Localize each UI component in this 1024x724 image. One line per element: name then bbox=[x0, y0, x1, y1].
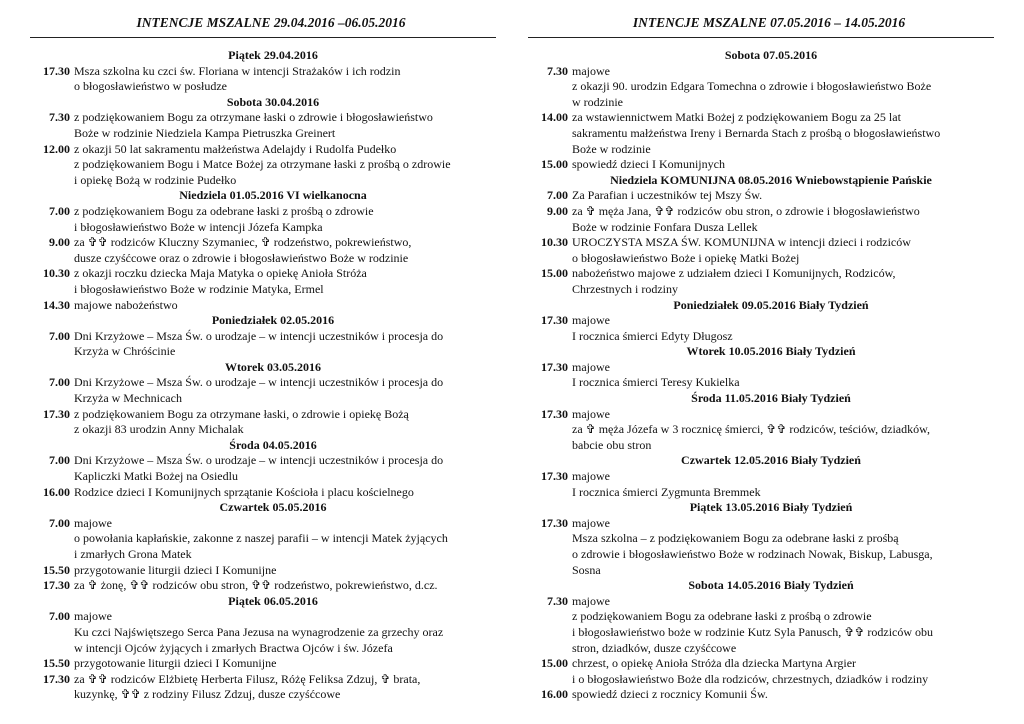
intention-line: w intencji Ojców żyjących i zmarłych Bractwa Ojców i św. Józefa bbox=[74, 640, 393, 655]
mass-intention-entry bbox=[528, 266, 994, 297]
mass-time: 7.00 bbox=[49, 515, 70, 530]
mass-time: 17.30 bbox=[541, 469, 568, 484]
mass-intention-entry bbox=[528, 157, 994, 173]
intention-text bbox=[568, 469, 994, 500]
day-heading: Środa 11.05.2016 Biały Tydzień bbox=[691, 391, 851, 406]
intention-text bbox=[568, 266, 994, 297]
intention-text bbox=[568, 235, 994, 266]
intention-line: nabożeństwo majowe z udziałem dzieci I Komunijnych, Rodziców, bbox=[572, 266, 896, 281]
mass-time: 16.00 bbox=[43, 484, 70, 499]
intention-line: stron, dziadków, dusze czyśćcowe bbox=[572, 640, 737, 655]
intention-line: z okazji 83 urodzin Anny Michalak bbox=[74, 422, 244, 437]
intention-line: przygotowanie liturgii dzieci I Komunijne bbox=[74, 562, 277, 577]
right-column bbox=[528, 14, 994, 703]
mass-time: 7.00 bbox=[49, 328, 70, 343]
intention-line: za ✞✞ rodziców Kluczny Szymaniec, ✞ rodzeństwo, pokrewieństwo, bbox=[74, 235, 412, 250]
mass-intention-entry bbox=[30, 563, 496, 579]
day-heading: Poniedziałek 02.05.2016 bbox=[211, 313, 335, 328]
mass-time: 17.30 bbox=[541, 406, 568, 421]
mass-time: 15.00 bbox=[541, 266, 568, 281]
mass-time: 7.30 bbox=[547, 593, 568, 608]
intention-text bbox=[70, 516, 496, 563]
intention-text bbox=[568, 656, 994, 687]
intention-text bbox=[70, 110, 496, 141]
right-column-title: INTENCJE MSZALNE 07.05.2016 – 14.05.2016 bbox=[632, 15, 906, 30]
intention-text bbox=[568, 687, 994, 703]
intention-line: Dni Krzyżowe – Msza Św. o urodzaje – w intencji uczestników i procesja do bbox=[74, 453, 444, 468]
day-heading: Niedziela 01.05.2016 VI wielkanocna bbox=[179, 188, 367, 203]
mass-intention-entry bbox=[528, 204, 994, 235]
day-heading: Sobota 30.04.2016 bbox=[226, 94, 320, 109]
day-heading: Piątek 06.05.2016 bbox=[228, 593, 318, 608]
intention-line: chrzest, o opiekę Anioła Stróża dla dziecka Martyna Argier bbox=[572, 656, 857, 671]
intention-text bbox=[70, 578, 496, 594]
intention-line: I rocznica śmierci Teresy Kukielka bbox=[572, 375, 740, 390]
day-heading: Środa 04.05.2016 bbox=[229, 437, 317, 452]
intention-line: majowe bbox=[572, 406, 610, 421]
mass-time: 12.00 bbox=[43, 141, 70, 156]
mass-time: 16.00 bbox=[541, 687, 568, 702]
day-heading: Wtorek 03.05.2016 bbox=[224, 359, 322, 374]
intention-line: Rodzice dzieci I Komunijnych sprzątanie Kościoła i placu kościelnego bbox=[74, 484, 414, 499]
mass-intention-entry bbox=[30, 609, 496, 656]
intention-line: spowiedź dzieci I Komunijnych bbox=[572, 157, 725, 172]
intention-text bbox=[70, 329, 496, 360]
intention-line: za ✞ męża Jana, ✞✞ rodziców obu stron, o zdrowie i błogosławieństwo bbox=[572, 203, 920, 218]
mass-intention-entry bbox=[30, 142, 496, 189]
intention-line: Boże w rodzinie Fonfara Dusza Lellek bbox=[572, 219, 758, 234]
mass-time: 7.30 bbox=[547, 63, 568, 78]
mass-intention-entry bbox=[528, 64, 994, 111]
intention-line: Msza szkolna ku czci św. Floriana w intencji Strażaków i ich rodzin bbox=[74, 63, 401, 78]
intention-line: majowe bbox=[572, 515, 610, 530]
mass-time: 7.00 bbox=[49, 609, 70, 624]
day-heading: Sobota 14.05.2016 Biały Tydzień bbox=[688, 578, 854, 593]
mass-time: 10.30 bbox=[43, 266, 70, 281]
intention-line: majowe bbox=[572, 313, 610, 328]
day-heading: Czwartek 12.05.2016 Biały Tydzień bbox=[681, 453, 861, 468]
mass-time: 15.00 bbox=[541, 656, 568, 671]
mass-time: 10.30 bbox=[541, 235, 568, 250]
mass-time: 9.00 bbox=[49, 235, 70, 250]
intention-line: Dni Krzyżowe – Msza Św. o urodzaje – w intencji uczestników i procesja do bbox=[74, 375, 444, 390]
day-heading: Poniedziałek 09.05.2016 Biały Tydzień bbox=[673, 297, 869, 312]
intention-text bbox=[70, 142, 496, 189]
intention-text bbox=[568, 157, 994, 173]
intention-text bbox=[70, 64, 496, 95]
intention-line: Za Parafian i uczestników tej Mszy Św. bbox=[572, 188, 763, 203]
intention-line: dusze czyśćcowe oraz o zdrowie i błogosławieństwo Boże w rodzinie bbox=[74, 250, 409, 265]
intention-line: i błogosławieństwo boże w rodzinie Kutz Syla Panusch, ✞✞ rodziców obu bbox=[572, 624, 934, 639]
mass-intention-entry bbox=[30, 453, 496, 484]
mass-intention-entry bbox=[30, 266, 496, 297]
right-title-divider bbox=[528, 37, 994, 38]
intention-text bbox=[568, 204, 994, 235]
mass-intention-entry bbox=[30, 656, 496, 672]
mass-intention-entry bbox=[528, 313, 994, 344]
mass-time: 17.30 bbox=[43, 578, 70, 593]
intention-line: Dni Krzyżowe – Msza Św. o urodzaje – w intencji uczestników i procesja do bbox=[74, 328, 444, 343]
mass-intention-entry bbox=[528, 407, 994, 454]
left-day-list bbox=[30, 48, 496, 703]
mass-intention-entry bbox=[30, 235, 496, 266]
intention-line: majowe bbox=[572, 63, 610, 78]
intention-text bbox=[70, 609, 496, 656]
intention-line: za ✞✞ rodziców Elżbietę Herberta Filusz, Różę Feliksa Zdzuj, ✞ brata, bbox=[74, 671, 421, 686]
intention-line: z podziękowaniem Bogu za otrzymane łaski o zdrowie i błogosławieństwo bbox=[74, 110, 433, 125]
intention-line: majowe nabożeństwo bbox=[74, 297, 178, 312]
left-title-divider bbox=[30, 37, 496, 38]
intention-text bbox=[568, 360, 994, 391]
intention-line: z podziękowaniem Bogu i Matce Bożej za otrzymane łaski z prośbą o zdrowie bbox=[74, 157, 451, 172]
mass-time: 14.30 bbox=[43, 297, 70, 312]
intention-line: Krzyża w Chróścinie bbox=[74, 344, 176, 359]
intention-text bbox=[568, 516, 994, 578]
intention-line: majowe bbox=[572, 359, 610, 374]
intention-text bbox=[70, 375, 496, 406]
intention-line: Boże w rodzinie bbox=[572, 141, 651, 156]
intention-text bbox=[70, 563, 496, 579]
mass-intention-entry bbox=[528, 235, 994, 266]
intention-line: I rocznica śmierci Edyty Długosz bbox=[572, 328, 733, 343]
intention-line: o powołania kapłańskie, zakonne z naszej parafii – w intencji Matek żyjących bbox=[74, 531, 448, 546]
mass-intention-entry bbox=[528, 656, 994, 687]
mass-intention-entry bbox=[30, 64, 496, 95]
mass-time: 17.30 bbox=[43, 671, 70, 686]
intention-line: Chrzestnych i rodziny bbox=[572, 281, 678, 296]
mass-intention-entry bbox=[30, 578, 496, 594]
mass-time: 7.00 bbox=[49, 453, 70, 468]
day-heading: Sobota 07.05.2016 bbox=[724, 48, 818, 62]
mass-intention-entry bbox=[30, 298, 496, 314]
mass-intention-entry bbox=[30, 204, 496, 235]
mass-intention-entry bbox=[30, 516, 496, 563]
mass-time: 14.00 bbox=[541, 110, 568, 125]
mass-intention-entry bbox=[528, 110, 994, 157]
mass-intention-entry bbox=[528, 469, 994, 500]
intention-line: z okazji 50 lat sakramentu małżeństwa Adelajdy i Rudolfa Pudełko bbox=[74, 141, 397, 156]
mass-time: 17.30 bbox=[43, 63, 70, 78]
mass-intention-entry bbox=[30, 329, 496, 360]
intention-line: Kapliczki Matki Bożej na Osiedlu bbox=[74, 469, 238, 484]
intention-text bbox=[568, 313, 994, 344]
mass-time: 17.30 bbox=[541, 515, 568, 530]
intention-line: majowe bbox=[74, 609, 112, 624]
intention-line: spowiedź dzieci z rocznicy Komunii Św. bbox=[572, 687, 768, 702]
intention-text bbox=[70, 656, 496, 672]
intention-line: za wstawiennictwem Matki Bożej z podziękowaniem Bogu za 25 lat bbox=[572, 110, 901, 125]
intention-line: w rodzinie bbox=[572, 94, 623, 109]
intention-line: Sosna bbox=[572, 562, 601, 577]
mass-intention-entry bbox=[30, 110, 496, 141]
intention-line: i opiekę Bożą w rodzinie Pudełko bbox=[74, 172, 237, 187]
intention-line: UROCZYSTA MSZA ŚW. KOMUNIJNA w intencji dzieci i rodziców bbox=[572, 235, 911, 250]
day-heading: Niedziela KOMUNIJNA 08.05.2016 Wniebowstąpienie Pańskie bbox=[610, 172, 932, 187]
intention-line: i zmarłych Grona Matek bbox=[74, 547, 192, 561]
mass-intention-entry bbox=[528, 516, 994, 578]
intention-line: z podziękowaniem Bogu za otrzymane łaski, o zdrowie i opiekę Bożą bbox=[74, 406, 409, 421]
mass-intention-entry bbox=[528, 360, 994, 391]
day-heading: Czwartek 05.05.2016 bbox=[219, 500, 327, 515]
mass-time: 7.00 bbox=[49, 375, 70, 390]
intention-line: majowe bbox=[572, 469, 610, 484]
day-heading: Piątek 13.05.2016 Biały Tydzień bbox=[689, 500, 853, 515]
intention-text bbox=[568, 188, 994, 204]
intention-line: z podziękowaniem Bogu za odebrane łaski z prośbą o zdrowie bbox=[572, 609, 872, 624]
intention-text bbox=[70, 453, 496, 484]
intention-text bbox=[70, 298, 496, 314]
mass-time: 7.00 bbox=[547, 188, 568, 203]
intention-line: o błogosławieństwo Boże i opiekę Matki Bożej bbox=[572, 250, 800, 265]
intention-line: majowe bbox=[572, 593, 610, 608]
intention-line: kuzynkę, ✞✞ z rodziny Filusz Zdzuj, dusze czyśćcowe bbox=[74, 687, 341, 702]
intention-text bbox=[70, 266, 496, 297]
mass-intention-entry bbox=[30, 485, 496, 501]
intention-line: Ku czci Najświętszego Serca Pana Jezusa na wynagrodzenie za grzechy oraz bbox=[74, 624, 444, 639]
intention-line: Krzyża w Mechnicach bbox=[74, 391, 182, 406]
mass-intention-entry bbox=[528, 687, 994, 703]
intention-text bbox=[568, 110, 994, 157]
mass-time: 17.30 bbox=[541, 313, 568, 328]
intention-line: Msza szkolna – z podziękowaniem Bogu za odebrane łaski z prośbą bbox=[572, 531, 899, 546]
mass-time: 17.30 bbox=[541, 359, 568, 374]
mass-time: 7.30 bbox=[49, 110, 70, 125]
intention-line: sakramentu małżeństwa Ireny i Bernarda Stach z prośbą o błogosławieństwo bbox=[572, 125, 941, 140]
mass-time: 7.00 bbox=[49, 203, 70, 218]
intention-text bbox=[568, 64, 994, 111]
intention-line: przygotowanie liturgii dzieci I Komunijne bbox=[74, 656, 277, 671]
mass-time: 17.30 bbox=[43, 406, 70, 421]
mass-intention-entry bbox=[30, 375, 496, 406]
intention-text bbox=[568, 594, 994, 656]
day-heading: Wtorek 10.05.2016 Biały Tydzień bbox=[686, 344, 856, 359]
intention-line: o zdrowie i błogosławieństwo Boże w rodzinach Nowak, Biskup, Labusga, bbox=[572, 547, 933, 561]
intention-line: za ✞ żonę, ✞✞ rodziców obu stron, ✞✞ rodzeństwo, pokrewieństwo, d.cz. bbox=[74, 578, 438, 593]
intention-text bbox=[70, 204, 496, 235]
intention-text bbox=[70, 485, 496, 501]
intention-text bbox=[70, 407, 496, 438]
mass-intention-entry bbox=[30, 672, 496, 703]
intention-line: i o błogosławieństwo Boże dla rodziców, chrzestnych, dziadków i rodziny bbox=[572, 671, 929, 686]
mass-time: 9.00 bbox=[547, 203, 568, 218]
mass-intention-entry bbox=[528, 594, 994, 656]
intention-line: za ✞ męża Józefa w 3 rocznicę śmierci, ✞✞ rodziców, teściów, dziadków, bbox=[572, 422, 931, 437]
day-heading: Piątek 29.04.2016 bbox=[228, 48, 318, 62]
mass-time: 15.00 bbox=[541, 157, 568, 172]
intention-text bbox=[70, 672, 496, 703]
left-column-title: INTENCJE MSZALNE 29.04.2016 –06.05.2016 bbox=[136, 15, 406, 30]
intention-line: o błogosławieństwo w posłudze bbox=[74, 79, 227, 94]
intention-line: i błogosławieństwo Boże w rodzinie Matyka, Ermel bbox=[74, 281, 324, 296]
mass-time: 15.50 bbox=[43, 656, 70, 671]
mass-time: 15.50 bbox=[43, 562, 70, 577]
intention-text bbox=[70, 235, 496, 266]
mass-intention-entry bbox=[528, 188, 994, 204]
intention-line: z okazji 90. urodzin Edgara Tomechna o zdrowie i błogosławieństwo Boże bbox=[572, 79, 932, 94]
intention-line: Boże w rodzinie Niedziela Kampa Pietruszka Greinert bbox=[74, 125, 336, 140]
mass-intention-entry bbox=[30, 407, 496, 438]
intention-line: babcie obu stron bbox=[572, 437, 652, 452]
intention-text bbox=[568, 407, 994, 454]
right-day-list bbox=[528, 48, 994, 703]
intention-line: z okazji roczku dziecka Maja Matyka o opiekę Anioła Stróża bbox=[74, 266, 367, 281]
intention-line: i błogosławieństwo Boże w intencji Józefa Kampka bbox=[74, 219, 323, 234]
left-column bbox=[30, 14, 496, 703]
intention-line: I rocznica śmierci Zygmunta Bremmek bbox=[572, 484, 761, 499]
intention-line: majowe bbox=[74, 515, 112, 530]
intention-line: z podziękowaniem Bogu za odebrane łaski z prośbą o zdrowie bbox=[74, 203, 374, 218]
